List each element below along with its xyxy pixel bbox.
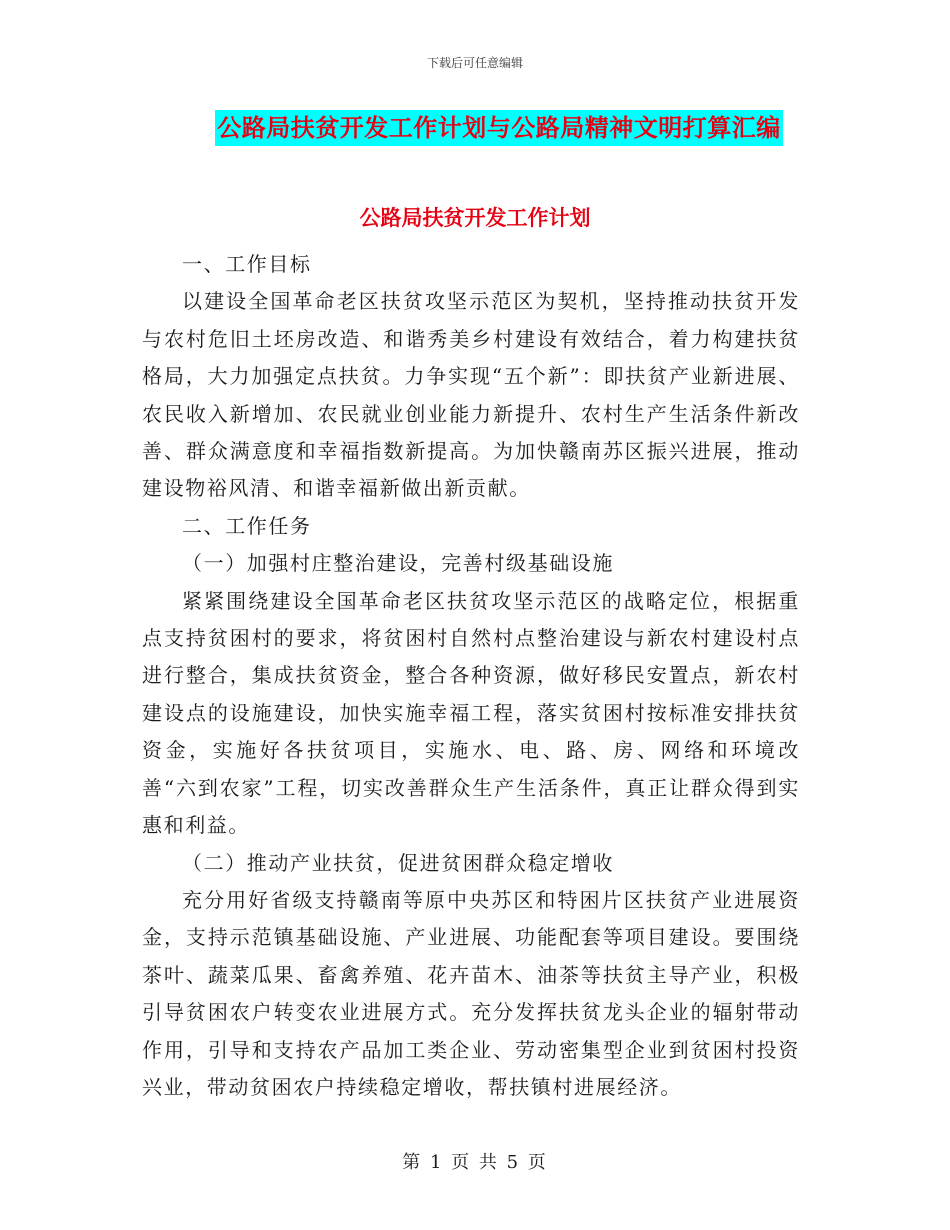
page-number: 第 1 页 共 5 页 bbox=[402, 1152, 548, 1173]
subheading-industry-poverty: （二）推动产业扶贫，促进贫困群众稳定增收 bbox=[182, 850, 614, 875]
paragraph-industry-poverty: 充分用好省级支持赣南等原中央苏区和特困片区扶贫产业进展资金，支持示范镇基础设施、产业进展、功能配套等项目建设。要围绕茶叶、蔬菜瓜果、畜禽养殖、花卉苗木、油茶等扶贫主导产业，积极引导贫困农户转变农业进展方式。充分发挥扶贫龙头企业的辐射带动作用，引导和支持农产品加工类企业、劳动密集型企业到贫困村投资兴业，带动贫困农户持续稳定增收，帮扶镇村进展经济。 bbox=[142, 887, 800, 1099]
section-title: 公路局扶贫开发工作计划 bbox=[359, 205, 591, 230]
heading-work-tasks: 二、工作任务 bbox=[182, 513, 312, 538]
subheading-village-construction: （一）加强村庄整治建设，完善村级基础设施 bbox=[182, 551, 614, 576]
paragraph-work-goals: 以建设全国革命老区扶贫攻坚示范区为契机，坚持推动扶贫开发与农村危旧土坯房改造、和谐秀美乡村建设有效结合，着力构建扶贫格局，大力加强定点扶贫。力争实现“五个新”：即扶贫产业新进展、农民收入新增加、农民就业创业能力新提升、农村生产生活条件新改善、群众满意度和幸福指数新提高。为加快赣南苏区振兴进展，推动建设物裕风清、和谐幸福新做出新贡献。 bbox=[142, 289, 800, 501]
header-note: 下载后可任意编辑 bbox=[426, 56, 523, 70]
heading-work-goals: 一、工作目标 bbox=[182, 252, 312, 276]
document-title-text: 公路局扶贫开发工作计划与公路局精神文明打算汇编 bbox=[215, 110, 783, 146]
document-title bbox=[0, 110, 950, 146]
paragraph-village-construction: 紧紧围绕建设全国革命老区扶贫攻坚示范区的战略定位，根据重点支持贫困村的要求，将贫困村自然村点整治建设与新农村建设村点进行整合，集成扶贫资金，整合各种资源，做好移民安置点，新农村建设点的设施建设，加快实施幸福工程，落实贫困村按标准安排扶贫资金，实施好各扶贫项目，实施水、电、路、房、网络和环境改善“六到农家”工程，切实改善群众生产生活条件，真正让群众得到实惠和利益。 bbox=[142, 588, 800, 838]
document-body bbox=[142, 246, 800, 1106]
